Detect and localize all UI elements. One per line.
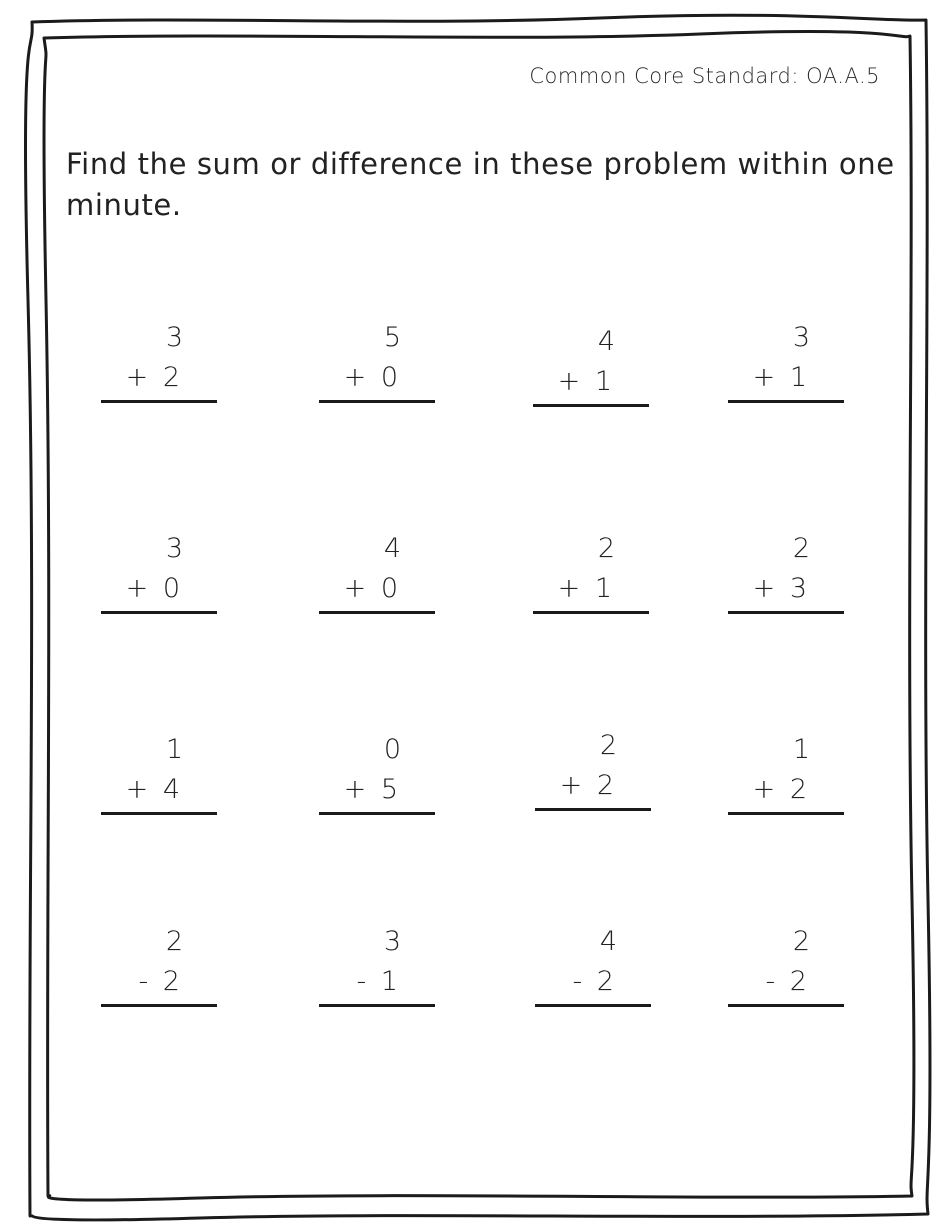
problem-2 <box>319 322 435 412</box>
problem-bottom-number: + 0 <box>343 362 401 393</box>
problem-top-number: 4 <box>383 533 401 564</box>
problem-top-number: 4 <box>599 926 617 957</box>
problem-top-number: 2 <box>792 533 810 564</box>
problem-bottom-number: + 1 <box>557 573 615 604</box>
answer-line <box>728 1004 844 1007</box>
problem-6 <box>319 533 435 623</box>
problem-3 <box>533 326 649 416</box>
problem-1 <box>101 322 217 412</box>
problem-top-number: 2 <box>792 926 810 957</box>
problem-top-number: 5 <box>383 322 401 353</box>
problem-7 <box>533 533 649 623</box>
answer-line <box>728 611 844 614</box>
answer-line <box>319 812 435 815</box>
problem-14 <box>319 926 435 1016</box>
problem-5 <box>101 533 217 623</box>
problem-top-number: 3 <box>165 322 183 353</box>
problem-bottom-number: + 3 <box>752 573 810 604</box>
problem-11 <box>535 730 651 820</box>
problem-bottom-number: + 1 <box>557 366 615 397</box>
problem-15 <box>535 926 651 1016</box>
answer-line <box>535 808 651 811</box>
answer-line <box>101 812 217 815</box>
problem-top-number: 2 <box>599 730 617 761</box>
problem-bottom-number: + 0 <box>343 573 401 604</box>
answer-line <box>319 611 435 614</box>
problem-top-number: 1 <box>165 734 183 765</box>
answer-line <box>533 611 649 614</box>
problem-top-number: 2 <box>165 926 183 957</box>
problem-top-number: 0 <box>383 734 401 765</box>
answer-line <box>101 1004 217 1007</box>
problem-bottom-number: + 4 <box>125 774 183 805</box>
problem-13 <box>101 926 217 1016</box>
problem-top-number: 3 <box>383 926 401 957</box>
problem-top-number: 3 <box>165 533 183 564</box>
problem-bottom-number: - 2 <box>138 966 183 997</box>
answer-line <box>101 400 217 403</box>
problem-bottom-number: - 2 <box>765 966 810 997</box>
instructions: Find the sum or difference in these problem within one minute. <box>66 147 895 222</box>
answer-line <box>728 400 844 403</box>
answer-line <box>533 404 649 407</box>
problem-bottom-number: + 0 <box>125 573 183 604</box>
problem-12 <box>728 734 844 824</box>
answer-line <box>319 400 435 403</box>
problem-8 <box>728 533 844 623</box>
problem-bottom-number: + 2 <box>125 362 183 393</box>
answer-line <box>535 1004 651 1007</box>
problem-bottom-number: - 1 <box>356 966 401 997</box>
problem-top-number: 1 <box>792 734 810 765</box>
problem-top-number: 3 <box>792 322 810 353</box>
problem-bottom-number: + 1 <box>752 362 810 393</box>
problem-10 <box>319 734 435 824</box>
problem-top-number: 2 <box>597 533 615 564</box>
answer-line <box>728 812 844 815</box>
problem-top-number: 4 <box>597 326 615 357</box>
common-core-standard: Common Core Standard: OA.A.5 <box>529 64 880 88</box>
problem-9 <box>101 734 217 824</box>
answer-line <box>101 611 217 614</box>
problem-bottom-number: + 2 <box>559 770 617 801</box>
answer-line <box>319 1004 435 1007</box>
problem-bottom-number: + 5 <box>343 774 401 805</box>
problem-bottom-number: - 2 <box>572 966 617 997</box>
problem-16 <box>728 926 844 1016</box>
problem-bottom-number: + 2 <box>752 774 810 805</box>
problem-4 <box>728 322 844 412</box>
